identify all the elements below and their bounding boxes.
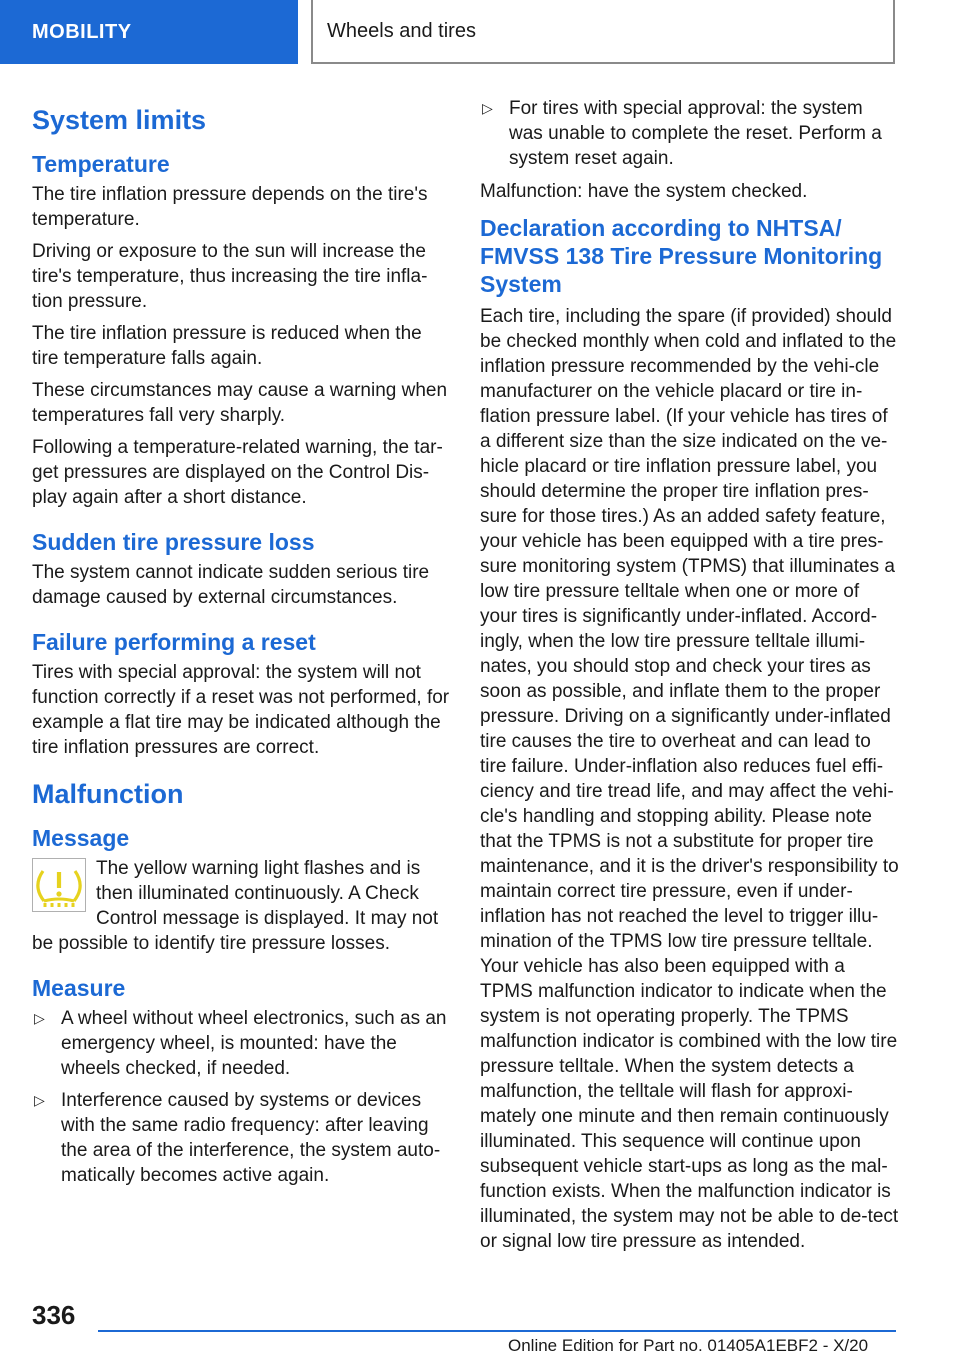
triangle-bullet-icon: ▷ <box>34 1092 45 1108</box>
sudden-loss-section <box>32 528 452 610</box>
measure-list <box>32 1006 452 1188</box>
list-item <box>32 1088 452 1188</box>
edition-label: Online Edition for Part no. 01405A1EBF2 - X/20 <box>508 1336 869 1355</box>
system-limits-heading: System limits <box>32 105 207 135</box>
temperature-section <box>32 150 452 510</box>
list-item-text: For tires with special approval: the system was unable to complete the reset. Perform a system reset again. <box>509 98 882 169</box>
page-number: 336 <box>32 1300 76 1330</box>
measure-section <box>32 974 452 1188</box>
failure-reset-text: Tires with special approval: the system will not function correctly if a reset was not performed, for example a flat tire may be indicated although the tire inflation pressures are correct. <box>32 662 450 758</box>
section-tab: MOBILITY <box>0 0 298 64</box>
left-column <box>32 96 452 1206</box>
declaration-text: Each tire, including the spare (if provided) should be checked monthly when cold and inflated to the inflation pressure recommended by the vehi-cle manufacturer on the vehicle placard or tire in-flation pressure label. (If your vehicle has tires of a different size than the size indicated on the ve-hicle placard or tire inflation pressure label, you should determine the proper tire inflation pres-sure for those tires.) As an added safety feature, your vehicle has been equipped with a tire pres-sure monitoring system (TPMS) that illuminates a low tire pressure telltale when one or more of your tires is significantly under-inflated. Accord-ingly, when the low tire pressure telltale illumi-nates, you should stop and check your tires as soon as possible, and inflate them to the proper pressure. Driving on a significantly under-inflated tire causes the tire to overheat and can lead to tire failure. Under-inflation also reduces fuel effi-ciency and tire tread life, and may affect the vehi-cle's handling and stopping ability. Please note that the TPMS is not a substitute for proper tire maintenance, and it is the driver's responsibility to maintain correct tire pressure, even if under-inflation has not reached the level to trigger illu-mination of the TPMS low tire pressure telltale. Your vehicle has also been equipped with a TPMS malfunction indicator to indicate when the system is not operating properly. The TPMS malfunction indicator is combined with the low tire pressure telltale. When the system detects a malfunction, the telltale will flash for approxi-mately one minute and then remain continuously illuminated. This sequence will continue upon subsequent vehicle start-ups as long as the mal-function exists. When the malfunction indicator is illuminated, the system may not be able to de-tect or signal low tire pressure as intended. <box>480 306 899 1252</box>
message-text: The yellow warning light flashes and is then illuminated continuously. A Check Control message is displayed. It may not be possible to identify tire pressure losses. <box>32 858 439 954</box>
message-row <box>32 856 452 956</box>
temperature-paragraph: Driving or exposure to the sun will increase the tire's temperature, thus increasing the tire infla-tion pressure. <box>32 241 428 312</box>
sudden-loss-heading: Sudden tire pressure loss <box>32 529 315 555</box>
temperature-paragraph: The tire inflation pressure is reduced when the tire temperature falls again. <box>32 323 422 369</box>
malfunction-note: Malfunction: have the system checked. <box>480 181 808 202</box>
footer-divider <box>98 1330 896 1332</box>
malfunction-heading: Malfunction <box>32 779 184 809</box>
temperature-paragraph: Following a temperature-related warning, the tar-get pressures are displayed on the Control Dis-play again after a short distance. <box>32 437 443 508</box>
declaration-heading: Declaration according to NHTSA/ FMVSS 138 Tire Pressure Monitoring System <box>480 215 883 297</box>
triangle-bullet-icon: ▷ <box>34 1010 45 1026</box>
failure-reset-heading: Failure performing a reset <box>32 629 316 655</box>
chapter-title: Wheels and tires <box>311 0 895 64</box>
list-item <box>480 96 900 171</box>
temperature-paragraph: These circumstances may cause a warning when temperatures fall very sharply. <box>32 380 448 426</box>
list-item-text: A wheel without wheel electronics, such as an emergency wheel, is mounted: have the wheels checked, if needed. <box>61 1008 447 1079</box>
tire-pressure-warning-icon <box>32 858 86 912</box>
message-heading: Message <box>32 825 130 851</box>
list-item <box>32 1006 452 1081</box>
temperature-paragraph: The tire inflation pressure depends on the tire's temperature. <box>32 184 428 230</box>
message-section <box>32 824 452 956</box>
list-item-text: Interference caused by systems or devices with the same radio frequency: after leaving the area of the interference, the system auto-matically becomes active again. <box>61 1090 441 1186</box>
failure-reset-section <box>32 628 452 760</box>
measure-heading: Measure <box>32 975 126 1001</box>
temperature-heading: Temperature <box>32 151 170 177</box>
triangle-bullet-icon: ▷ <box>482 100 493 116</box>
right-column <box>480 96 900 1261</box>
measure-list-continued <box>480 96 900 171</box>
sudden-loss-text: The system cannot indicate sudden serious tire damage caused by external circumstances. <box>32 562 430 608</box>
